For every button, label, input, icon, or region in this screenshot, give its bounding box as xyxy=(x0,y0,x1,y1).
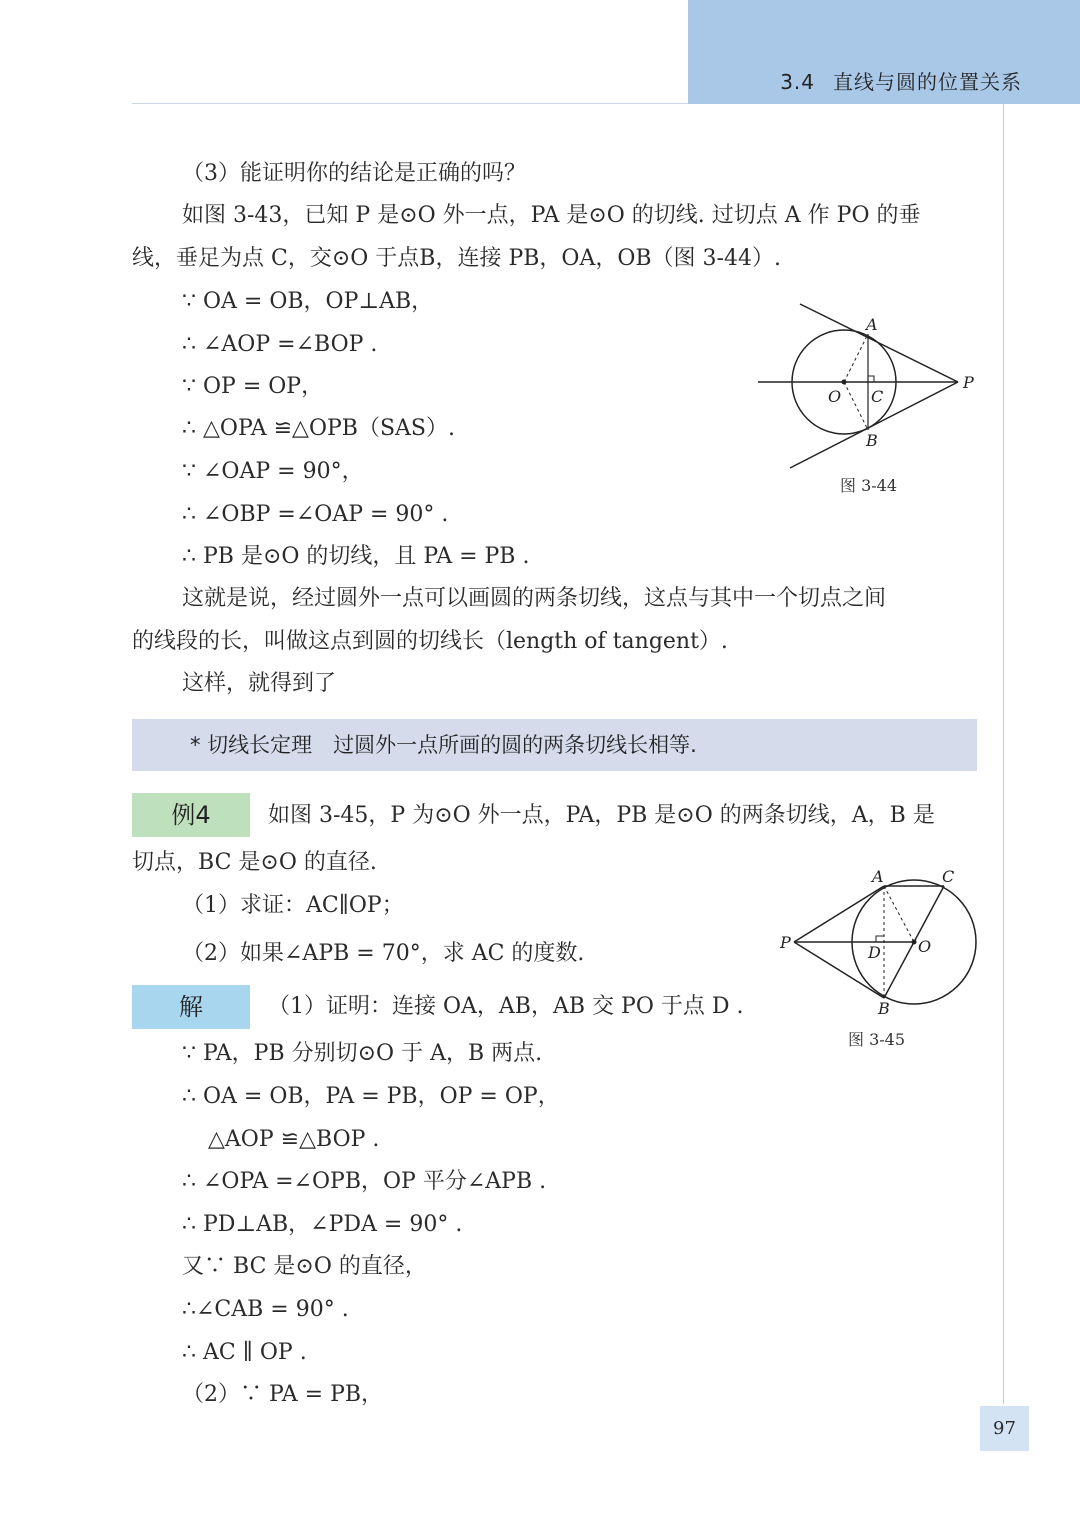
page-number: 97 xyxy=(980,1406,1029,1451)
text-line: ∴ △OPA ≌△OPB（SAS）. xyxy=(182,416,455,441)
text-line: 切点，BC 是⊙O 的直径. xyxy=(132,850,377,875)
text-line: （1）求证：AC∥OP； xyxy=(182,893,404,918)
text-line: ∴ OA = OB，PA = PB，OP = OP， xyxy=(182,1084,560,1109)
segment-oa xyxy=(884,886,914,942)
text-line: ∴∠CAB = 90° . xyxy=(182,1297,349,1322)
segment-oa xyxy=(844,334,868,382)
text-line: ∴ ∠OPA =∠OPB，OP 平分∠APB . xyxy=(182,1169,547,1194)
section-header xyxy=(780,66,1022,95)
label-o: O xyxy=(828,387,842,406)
center-dot xyxy=(912,940,917,945)
label-d: D xyxy=(868,943,881,962)
section-title: 直线与圆的位置关系 xyxy=(833,70,1022,94)
text-line: 如图 3-45，P 为⊙O 外一点，PA，PB 是⊙O 的两条切线，A，B 是 xyxy=(268,803,935,828)
text-line: ∵ PA，PB 分别切⊙O 于 A，B 两点. xyxy=(182,1041,543,1066)
label-o: O xyxy=(918,937,932,956)
segment-ob xyxy=(844,382,868,430)
example-tag: 例4 xyxy=(132,793,250,837)
text-line: ∵ OP = OP， xyxy=(182,374,324,399)
text-line: 的线段的长，叫做这点到圆的切线长（length of tangent）. xyxy=(132,629,728,654)
text-line: 又∵ BC 是⊙O 的直径， xyxy=(182,1254,427,1279)
label-c: C xyxy=(942,867,955,886)
text-line: （2）如果∠APB = 70°，求 AC 的度数. xyxy=(182,941,585,966)
figure-caption: 图 3-45 xyxy=(848,1030,906,1049)
text-line: ∴ ∠OBP =∠OAP = 90° . xyxy=(182,502,449,527)
center-dot xyxy=(842,380,847,385)
text-line: ∴ PD⊥AB，∠PDA = 90° . xyxy=(182,1212,463,1237)
label-p: P xyxy=(780,933,791,952)
label-p: P xyxy=(963,373,974,392)
text-line: ∴ PB 是⊙O 的切线，且 PA = PB . xyxy=(182,544,530,569)
tangent-pa xyxy=(794,886,884,942)
right-angle-mark xyxy=(868,376,874,382)
figure-caption: 图 3-44 xyxy=(840,476,898,495)
text-line: 线，垂足为点 C，交⊙O 于点B，连接 PB，OA，OB（图 3-44）. xyxy=(132,246,781,271)
solution-tag: 解 xyxy=(132,985,250,1029)
label-a: A xyxy=(872,867,884,886)
text-line: ∵ ∠OAP = 90°， xyxy=(182,459,364,484)
margin-rule xyxy=(1003,104,1004,1404)
label-b: B xyxy=(866,431,878,450)
text-line: △AOP ≌△BOP . xyxy=(208,1127,380,1152)
text-line: （2）∵ PA = PB， xyxy=(182,1382,384,1407)
figure-3-45 xyxy=(776,866,986,1026)
text-line: （1）证明：连接 OA，AB，AB 交 PO 于点 D . xyxy=(268,994,744,1019)
text-line: ∴ AC ∥ OP . xyxy=(182,1340,307,1365)
tangent-pa xyxy=(800,304,958,382)
label-c: C xyxy=(871,387,884,406)
theorem-text: * 切线长定理 过圆外一点所画的圆的两条切线长相等. xyxy=(190,733,697,757)
figure-3-44 xyxy=(750,296,990,476)
text-line: ∴ ∠AOP =∠BOP . xyxy=(182,332,378,357)
text-line: 这样，就得到了 xyxy=(182,671,337,696)
text-line: ∵ OA = OB，OP⊥AB， xyxy=(182,289,434,314)
right-angle-mark xyxy=(876,936,884,942)
label-a: A xyxy=(866,315,878,334)
text-line: （3）能证明你的结论是正确的吗？ xyxy=(182,161,526,186)
text-line: 如图 3-43，已知 P 是⊙O 外一点，PA 是⊙O 的切线. 过切点 A 作 PO 的垂 xyxy=(182,203,921,228)
section-number: 3.4 xyxy=(780,70,815,94)
label-b: B xyxy=(878,999,890,1018)
header-divider xyxy=(132,103,688,104)
text-line: 这就是说，经过圆外一点可以画圆的两条切线，这点与其中一个切点之间 xyxy=(182,586,887,611)
